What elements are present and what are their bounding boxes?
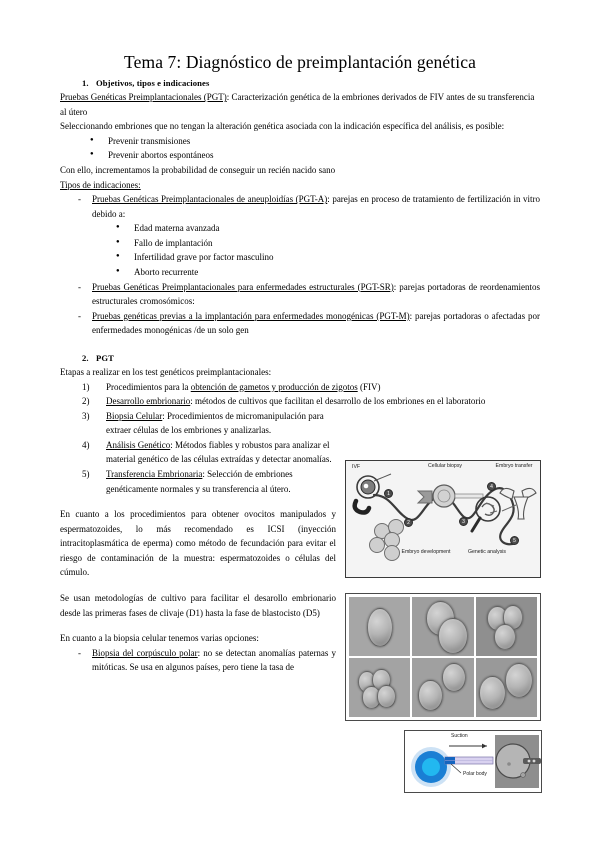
paragraph-etapas-intro: Etapas a realizar en los test genéticos preimplantacionales: — [60, 366, 272, 377]
flow-label-cellular-biopsy: Cellular biopsy — [427, 463, 463, 469]
figure-pgt-workflow — [345, 460, 541, 578]
embryo-cell — [476, 658, 537, 717]
page-title: Tema 7: Diagnóstico de preimplantación genética — [124, 52, 476, 72]
list-item-etapa-3 — [60, 409, 336, 438]
list-item: ● Prevenir abortos espontáneos — [60, 148, 540, 163]
etapa-1-rest: (FIV) — [357, 381, 381, 392]
embryo-cell — [412, 597, 473, 656]
paragraph-biopsia-intro: En cuanto a la biopsia celular tenemos varias opciones: — [60, 633, 259, 644]
section-number-2: 2. — [82, 352, 89, 363]
embryo-grid — [349, 597, 537, 717]
flow-node-5: 5 — [510, 536, 519, 545]
etapa-5-term: Transferencia Embrionaria — [106, 469, 203, 479]
list-item-biopsia-corpusculo — [60, 646, 336, 675]
section-heading-2 — [60, 353, 540, 363]
embryo-cell — [349, 658, 410, 717]
list-item-etapa-5 — [60, 467, 336, 496]
tipos-underline: Tipos de indicaciones: — [60, 179, 141, 190]
term-pgt-sr-rest: : parejas portadoras de reordenamientos estructurales cromosómicos: — [92, 281, 541, 307]
paragraph-pgt-definition — [60, 90, 540, 119]
flow-node-2: 2 — [404, 518, 413, 527]
flow-node-3: 3 — [459, 517, 468, 526]
etapa-2-term: Desarrollo embrionario — [106, 396, 191, 407]
flow-node-4: 4 — [487, 482, 496, 491]
flow-label-embryo-development: Embryo development — [401, 549, 451, 555]
list-indicaciones-2 — [60, 280, 540, 338]
flow-label-genetic-analysis: Genetic analysis — [467, 549, 507, 555]
etapa-3-rest: : Procedimientos de micromanipulación para extraer células de los embriones y analizarlas. — [106, 410, 324, 436]
section-title-1: Objetivos, tipos e indicaciones — [96, 78, 210, 89]
section-title-2: PGT — [96, 352, 114, 363]
flow-node-1: 1 — [384, 489, 393, 498]
flow-label-embryo-transfer: Embryo transfer — [495, 463, 533, 469]
marker: 5) — [82, 469, 90, 479]
etapa-4-rest: : Métodos fiables y robustos para analizar el material genético de las células extraídas y detectar anomalías. — [106, 439, 332, 465]
etapa-1-term: obtención de gametos y producción de zigotos — [190, 381, 358, 392]
list-item: ● Infertilidad grave por factor masculino — [60, 250, 540, 265]
flow-label-ivf: IVF — [352, 464, 361, 470]
paragraph-seleccion: Seleccionando embriones que no tengan la alteración genética asociada con la indicación específica del análisis, es posible: — [60, 121, 505, 132]
embryo-cell — [349, 597, 410, 656]
paragraph-con-ello: Con ello, incrementamos la probabilidad de conseguir un recién nacido sano — [60, 165, 336, 176]
paragraph-icsi: En cuanto a los procedimientos para obtener ovocitos manipulados y espermatozoides, lo más recomendado es ICSI (inyección intracitoplasmática de eperma) como método de fecundación para evitar el riesgo de contaminación de la muestra: espermatozoides o células del cúmulo. — [60, 509, 336, 578]
marker: 1) — [82, 381, 90, 392]
term-pgt-sr: Pruebas Genéticas Preimplantacionales para enfermedades estructurales (PGT-SR) — [92, 281, 394, 292]
polar-body-svg — [405, 731, 541, 792]
etapa-5-rest: : Selección de embriones genéticamente normales y su transferencia al útero. — [106, 469, 293, 494]
embryo-cell — [476, 597, 537, 656]
etapa-3-term: Biopsia Celular — [106, 410, 163, 421]
figure-embryo-stages — [345, 593, 541, 721]
term-pgt-m-rest: : parejas portadoras o afectadas por enfermedades monogénicas /de un solo gen — [92, 310, 540, 336]
list-item-pgt-sr — [60, 280, 540, 309]
pgt-workflow-svg — [346, 461, 540, 577]
etapa-4-term: Análisis Genético — [106, 439, 171, 450]
list-item: ● Aborto recurrente — [60, 265, 540, 280]
list-indicaciones — [60, 192, 540, 221]
term-biopsia-corpusculo: Biopsia del corpúsculo polar — [92, 647, 198, 658]
term-pgt: Pruebas Genéticas Preimplantacionales (PGT) — [60, 92, 227, 103]
list-item-etapa-4 — [60, 438, 336, 467]
label-suction: Suction — [451, 733, 468, 739]
etapa-1-pre: Procedimientos para la — [106, 381, 191, 392]
list-item: ● Prevenir transmisiones — [60, 134, 540, 149]
term-pgt-a: Pruebas Genéticas Preimplantacionales de aneuploidías (PGT-A) — [92, 194, 328, 205]
term-pgt-rest: : Caracterización genética de la embriones derivados de FIV antes de su transferencia al útero — [60, 92, 535, 117]
label-polar-body: Polar body — [463, 771, 487, 777]
list-item-etapa-1 — [60, 380, 540, 395]
marker: 2) — [82, 396, 90, 407]
list-item: ● Edad materna avanzada — [60, 221, 540, 236]
term-pgt-m: Pruebas genéticas previas a la implantación para enfermedades monogénicas (PGT-M) — [92, 310, 410, 321]
list-item-etapa-2 — [60, 394, 540, 409]
paragraph-cultivo: Se usan metodologías de cultivo para facilitar el desarollo embrionario desde las primeras fases de clivaje (D1) hasta la fase de blastocisto (D5) — [60, 593, 336, 618]
term-pgt-a-rest: : parejas en proceso de tratamiento de fertilización in vitro debido a: — [92, 194, 540, 219]
section-number-1: 1. — [82, 78, 89, 89]
list-item-pgt-m — [60, 309, 540, 338]
label-tipos-indicaciones — [60, 178, 540, 193]
marker: 3) — [82, 410, 90, 421]
list-item: ● Fallo de implantación — [60, 236, 540, 251]
list-item-pgt-a — [60, 192, 540, 221]
list-objetivos — [60, 134, 540, 163]
term-biopsia-corpusculo-rest: : no se detectan anomalías paternas y mitóticas. Se usa en algunos países, pero tiene la tasa de — [92, 647, 336, 673]
figure-polar-body-biopsy — [404, 730, 542, 793]
embryo-cell — [412, 658, 473, 717]
marker: 4) — [82, 439, 90, 450]
section-heading-1 — [60, 78, 540, 88]
etapa-2-rest: : métodos de cultivos que facilitan el desarrollo de los embriones en el laboratorio — [190, 396, 486, 407]
list-pgt-a-causas — [60, 221, 540, 279]
